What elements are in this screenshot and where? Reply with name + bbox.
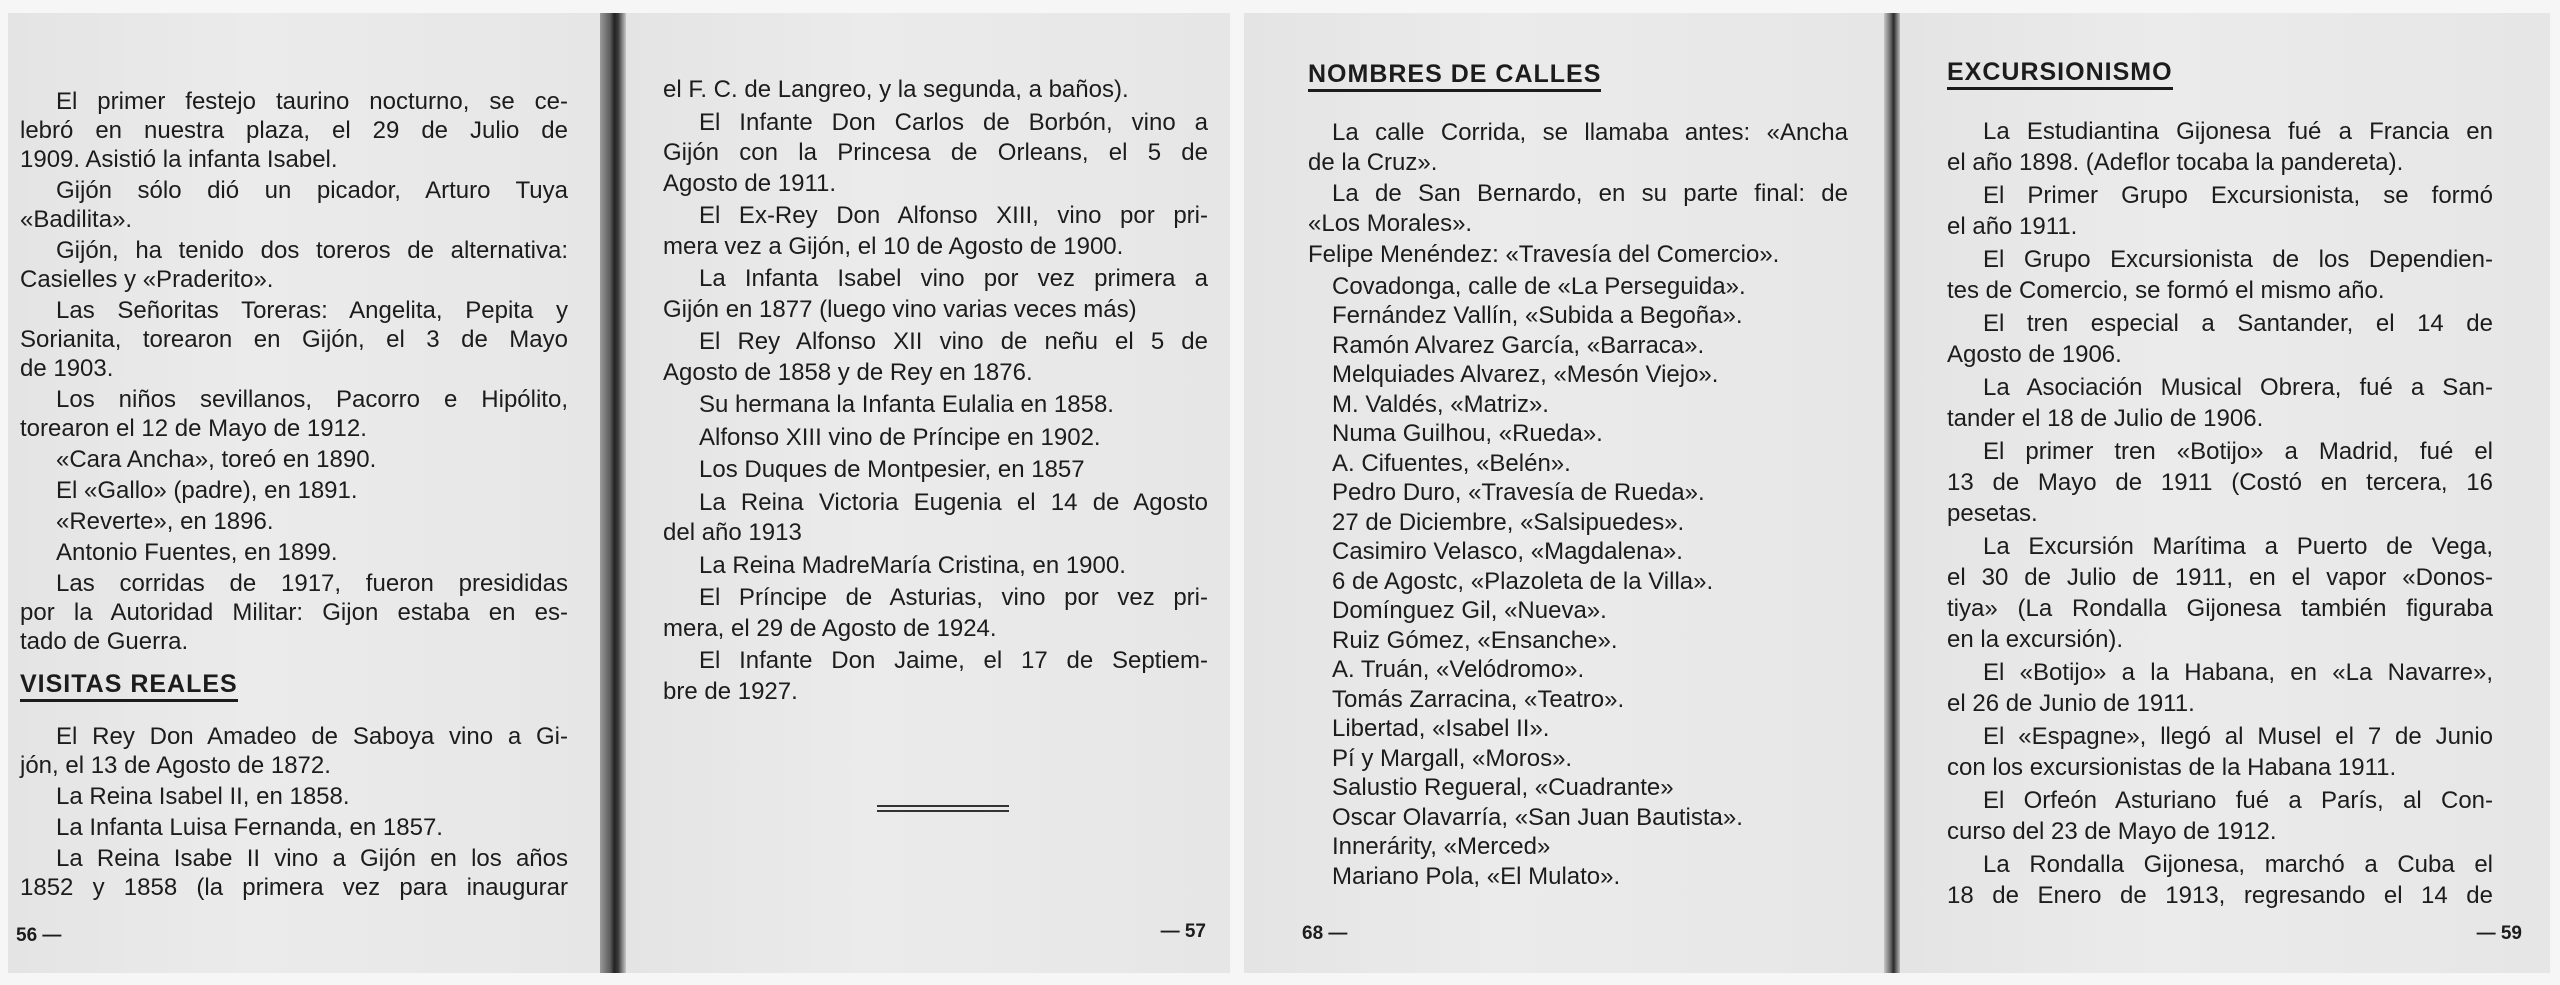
text-line: de la Cruz». bbox=[1308, 148, 1438, 176]
list-item: Tomás Zarracina, «Teatro». bbox=[1332, 685, 1625, 713]
text-line: Las Señoritas Toreras: Angelita, Pepita y bbox=[56, 297, 568, 324]
list-item: M. Valdés, «Matriz». bbox=[1332, 390, 1549, 418]
text-line: La Reina MadreMaría Cristina, en 1900. bbox=[699, 551, 1126, 579]
paragraph bbox=[663, 583, 1208, 644]
page-text bbox=[1947, 57, 2493, 913]
text-line: el año 1911. bbox=[1947, 213, 2078, 240]
paragraph bbox=[20, 844, 568, 902]
text-line: Agosto de 1906. bbox=[1947, 341, 2122, 368]
list-item: Ramón Alvarez García, «Barraca». bbox=[1332, 331, 1705, 359]
text-line: en la excursión). bbox=[1947, 626, 2124, 653]
text-line: tes de Comercio, se formó el mismo año. bbox=[1947, 277, 2385, 304]
list-item: Innerárity, «Merced» bbox=[1332, 833, 1551, 860]
paragraph bbox=[1947, 785, 2493, 847]
list-item: A. Truán, «Velódromo». bbox=[1332, 656, 1585, 683]
paragraph bbox=[663, 423, 1208, 454]
text-line: tado de Guerra. bbox=[20, 628, 189, 655]
paragraph bbox=[663, 75, 1208, 106]
text-line: El «Espagne», llegó al Musel el 7 de Junio bbox=[1983, 723, 2493, 750]
text-line: 1852 y 1858 (la primera vez para inaugurar bbox=[20, 874, 568, 901]
paragraph bbox=[663, 201, 1208, 262]
page-56 bbox=[8, 13, 612, 973]
list-item: Mariano Pola, «El Mulato». bbox=[1332, 862, 1621, 890]
text-line: tander el 18 de Julio de 1906. bbox=[1947, 405, 2264, 432]
page-text bbox=[1308, 60, 1848, 893]
section-heading: VISITAS REALES bbox=[20, 670, 238, 702]
text-line: «Cara Ancha», toreó en 1890. bbox=[56, 446, 377, 473]
text-line: mera vez a Gijón, el 10 de Agosto de 1900. bbox=[663, 232, 1124, 260]
paragraph bbox=[1308, 240, 1848, 270]
paragraph bbox=[20, 296, 568, 383]
page-number: 68 — bbox=[1302, 923, 1348, 944]
text-line: Alfonso XIII vino de Príncipe en 1902. bbox=[699, 423, 1101, 451]
text-line: Felipe Menéndez: «Travesía del Comercio». bbox=[1308, 241, 1780, 268]
text-line: La Excursión Marítima a Puerto de Vega, bbox=[1983, 533, 2493, 560]
page-number: — 59 bbox=[2476, 923, 2522, 944]
list-item: Pedro Duro, «Travesía de Rueda». bbox=[1332, 479, 1705, 506]
list-item: 27 de Diciembre, «Salsipuedes». bbox=[1332, 508, 1685, 536]
text-line: El primer festejo taurino nocturno, se ce- bbox=[56, 88, 568, 115]
text-line: La Estudiantina Gijonesa fué a Francia en bbox=[1983, 118, 2493, 145]
paragraph bbox=[663, 646, 1208, 707]
text-line: el 30 de Julio de 1911, en el vapor «Donos- bbox=[1947, 564, 2493, 591]
text-line: El Orfeón Asturiano fué a París, al Con- bbox=[1983, 787, 2493, 814]
paragraph bbox=[20, 176, 568, 234]
text-line: «Reverte», en 1896. bbox=[56, 508, 274, 535]
text-line: La de San Bernardo, en su parte final: de bbox=[1332, 180, 1848, 207]
text-line: Agosto de 1858 y de Rey en 1876. bbox=[663, 358, 1033, 386]
text-line: Su hermana la Infanta Eulalia en 1858. bbox=[699, 391, 1114, 418]
text-line: bre de 1927. bbox=[663, 677, 798, 705]
text-line: El tren especial a Santander, el 14 de bbox=[1983, 310, 2493, 337]
text-line: torearon el 12 de Mayo de 1912. bbox=[20, 415, 367, 442]
paragraph bbox=[663, 455, 1208, 486]
page-58 bbox=[1244, 13, 1890, 973]
text-line: del año 1913 bbox=[663, 519, 802, 546]
text-line: mera, el 29 de Agosto de 1924. bbox=[663, 614, 997, 642]
text-line: La Asociación Musical Obrera, fué a San- bbox=[1983, 374, 2493, 401]
section-heading: EXCURSIONISMO bbox=[1947, 58, 2173, 90]
section-end-double-rule bbox=[877, 805, 1009, 812]
paragraph bbox=[1308, 179, 1848, 238]
text-line: Antonio Fuentes, en 1899. bbox=[56, 539, 338, 566]
paragraph bbox=[1947, 116, 2493, 178]
text-line: 18 de Enero de 1913, regresando el 14 de bbox=[1947, 882, 2493, 909]
paragraph bbox=[663, 390, 1208, 421]
paragraph bbox=[20, 569, 568, 656]
text-line: El Príncipe de Asturias, vino por vez pri- bbox=[699, 584, 1208, 611]
paragraph bbox=[1947, 244, 2493, 306]
paragraph bbox=[20, 813, 568, 842]
page-text bbox=[20, 87, 568, 904]
text-line: Gijón sólo dió un picador, Arturo Tuya bbox=[56, 177, 568, 204]
text-line: Gijón en 1877 (luego vino varias veces más) bbox=[663, 295, 1137, 323]
list-item: Covadonga, calle de «La Perseguida». bbox=[1332, 272, 1746, 300]
text-line: 13 de Mayo de 1911 (Costó en tercera, 16 bbox=[1947, 469, 2493, 496]
text-line: La Infanta Luisa Fernanda, en 1857. bbox=[56, 814, 443, 841]
paragraph bbox=[663, 327, 1208, 388]
paragraph bbox=[20, 385, 568, 443]
text-line: de 1903. bbox=[20, 355, 114, 382]
text-line: El «Gallo» (padre), en 1891. bbox=[56, 477, 358, 504]
page-number: 56 — bbox=[16, 925, 62, 946]
text-line: Gijón, ha tenido dos toreros de alternativa: bbox=[56, 237, 568, 264]
page-text bbox=[663, 75, 1208, 709]
book-gutter bbox=[600, 13, 626, 973]
text-line: Los niños sevillanos, Pacorro e Hipólito, bbox=[56, 386, 568, 413]
paragraph bbox=[20, 722, 568, 780]
list-item: Melquiades Alvarez, «Mesón Viejo». bbox=[1332, 361, 1719, 388]
paragraph bbox=[1947, 308, 2493, 370]
text-line: La Reina Isabel II, en 1858. bbox=[56, 783, 350, 810]
text-line: El Infante Don Jaime, el 17 de Septiem- bbox=[699, 647, 1208, 674]
section-heading: NOMBRES DE CALLES bbox=[1308, 60, 1601, 92]
text-line: lebró en nuestra plaza, el 29 de Julio de bbox=[20, 117, 568, 144]
list-item: Fernández Vallín, «Subida a Begoña». bbox=[1332, 302, 1743, 329]
text-line: La Reina Isabe II vino a Gijón en los años bbox=[56, 845, 568, 872]
paragraph bbox=[663, 108, 1208, 200]
paragraph bbox=[20, 445, 568, 474]
list-item: Casimiro Velasco, «Magdalena». bbox=[1332, 538, 1683, 565]
list-item: A. Cifuentes, «Belén». bbox=[1332, 449, 1571, 477]
text-line: El Rey Alfonso XII vino de neñu el 5 de bbox=[699, 328, 1208, 355]
list-item: Libertad, «Isabel II». bbox=[1332, 715, 1550, 742]
text-line: Agosto de 1911. bbox=[663, 169, 837, 197]
text-line: El «Botijo» a la Habana, en «La Navarre», bbox=[1983, 659, 2493, 686]
paragraph bbox=[1947, 849, 2493, 911]
text-line: con los excursionistas de la Habana 1911. bbox=[1947, 754, 2397, 781]
list-item: Domínguez Gil, «Nueva». bbox=[1332, 597, 1607, 624]
list-item: Salustio Regueral, «Cuadrante» bbox=[1332, 774, 1674, 801]
text-line: curso del 23 de Mayo de 1912. bbox=[1947, 818, 2277, 845]
paragraph bbox=[663, 551, 1208, 582]
text-line: La Reina Victoria Eugenia el 14 de Agosto bbox=[699, 488, 1208, 516]
text-line: jón, el 13 de Agosto de 1872. bbox=[20, 752, 331, 779]
book-gutter bbox=[1884, 13, 1900, 973]
text-line: Las corridas de 1917, fueron presididas bbox=[56, 570, 568, 597]
text-line: por la Autoridad Militar: Gijon estaba en es- bbox=[20, 599, 568, 626]
text-line: tiya» (La Rondalla Gijonesa también figuraba bbox=[1947, 595, 2493, 622]
text-line: el 26 de Junio de 1911. bbox=[1947, 690, 2195, 717]
paragraph bbox=[20, 782, 568, 811]
paragraph bbox=[20, 507, 568, 536]
list-item: 6 de Agostc, «Plazoleta de la Villa». bbox=[1332, 567, 1714, 595]
text-line: el F. C. de Langreo, y la segunda, a baños). bbox=[663, 76, 1129, 103]
paragraph bbox=[663, 488, 1208, 549]
text-line: El Ex-Rey Don Alfonso XIII, vino por pri- bbox=[699, 202, 1208, 229]
text-line: Los Duques de Montpesier, en 1857 bbox=[699, 456, 1085, 483]
paragraph bbox=[1947, 657, 2493, 719]
text-line: «Badilita». bbox=[20, 206, 133, 233]
text-line: El primer tren «Botijo» a Madrid, fué el bbox=[1983, 438, 2493, 465]
text-line: La calle Corrida, se llamaba antes: «Ancha bbox=[1332, 119, 1848, 146]
text-line: pesetas. bbox=[1947, 500, 2038, 527]
text-line: Sorianita, torearon en Gijón, el 3 de Mayo bbox=[20, 326, 568, 353]
text-line: El Infante Don Carlos de Borbón, vino a bbox=[699, 108, 1208, 136]
text-line: El Rey Don Amadeo de Saboya vino a Gi- bbox=[56, 723, 568, 750]
text-line: Casielles y «Praderito». bbox=[20, 266, 274, 293]
paragraph bbox=[20, 236, 568, 294]
paragraph bbox=[663, 264, 1208, 325]
street-name-list bbox=[1308, 272, 1848, 892]
paragraph bbox=[1947, 436, 2493, 529]
list-item: Ruiz Gómez, «Ensanche». bbox=[1332, 626, 1618, 654]
page-59 bbox=[1900, 13, 2550, 973]
text-line: «Los Morales». bbox=[1308, 209, 1473, 237]
text-line: La Rondalla Gijonesa, marchó a Cuba el bbox=[1983, 851, 2493, 878]
paragraph bbox=[1947, 721, 2493, 783]
text-line: El Grupo Excursionista de los Dependien- bbox=[1983, 246, 2493, 273]
text-line: El Primer Grupo Excursionista, se formó bbox=[1983, 182, 2493, 209]
paragraph bbox=[20, 538, 568, 567]
text-line: La Infanta Isabel vino por vez primera a bbox=[699, 265, 1208, 292]
list-item: Numa Guilhou, «Rueda». bbox=[1332, 420, 1603, 447]
list-item: Oscar Olavarría, «San Juan Bautista». bbox=[1332, 803, 1743, 831]
text-line: el año 1898. (Adeflor tocaba la pandereta). bbox=[1947, 149, 2404, 176]
list-item: Pí y Margall, «Moros». bbox=[1332, 744, 1573, 772]
paragraph bbox=[1308, 118, 1848, 177]
text-line: Gijón con la Princesa de Orleans, el 5 de bbox=[663, 139, 1208, 166]
text-line: 1909. Asistió la infanta Isabel. bbox=[20, 146, 338, 173]
page-number: — 57 bbox=[1160, 921, 1206, 942]
paragraph bbox=[20, 87, 568, 174]
paragraph bbox=[1947, 180, 2493, 242]
paragraph bbox=[1947, 372, 2493, 434]
page-57 bbox=[625, 13, 1230, 973]
paragraph bbox=[20, 476, 568, 505]
paragraph bbox=[1947, 531, 2493, 655]
